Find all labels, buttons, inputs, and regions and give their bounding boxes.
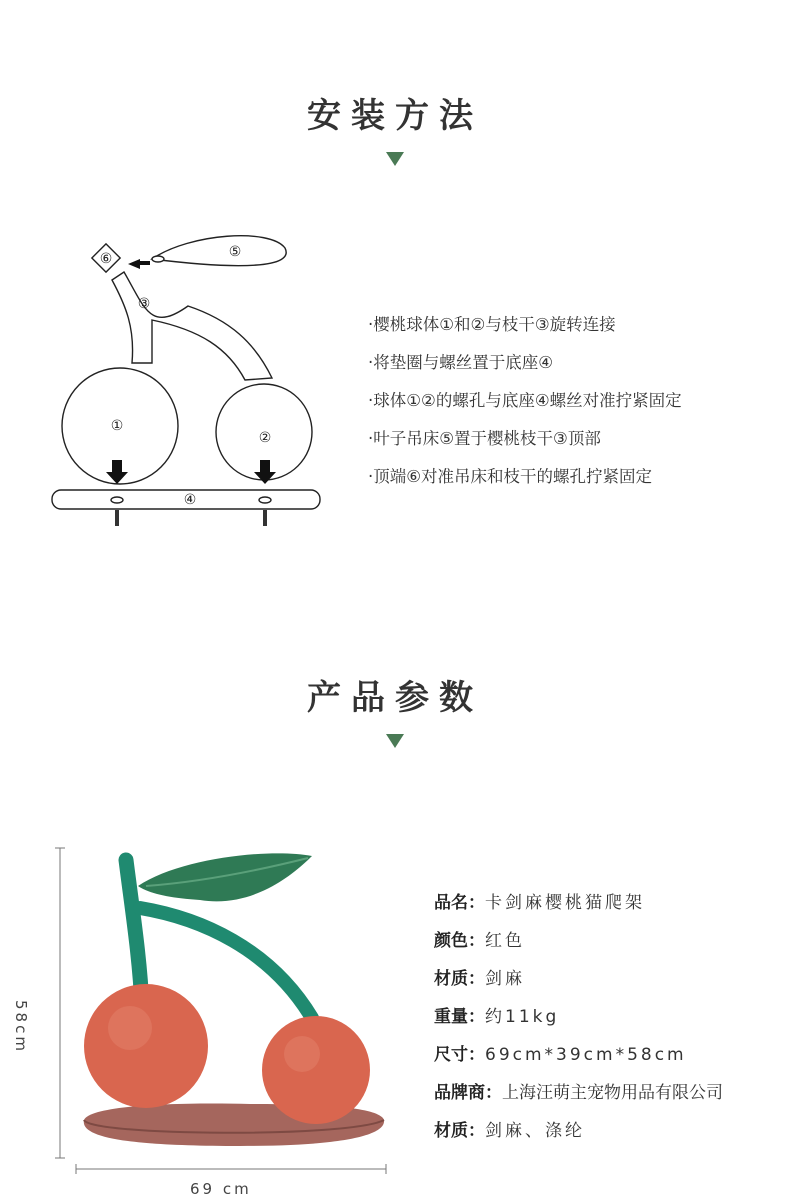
spec-value: 剑麻	[485, 969, 525, 989]
spec-label: 品名：	[434, 893, 485, 913]
spec-label: 材质：	[434, 1121, 485, 1141]
product-image	[50, 838, 410, 1188]
spec-label: 品牌商：	[434, 1083, 502, 1103]
spec-value: 剑麻、涤纶	[485, 1121, 585, 1141]
spec-value: 约11kg	[485, 1007, 560, 1027]
dimension-width: 69 cm	[190, 1180, 252, 1198]
spec-value: 上海汪萌主宠物用品有限公司	[502, 1083, 723, 1103]
spec-label: 尺寸：	[434, 1045, 485, 1065]
spec-label: 重量：	[434, 1007, 485, 1027]
label-5: ⑤	[228, 244, 242, 260]
screw-icon	[115, 510, 119, 526]
install-step: ·樱桃球体①和②与枝干③旋转连接	[368, 315, 616, 334]
spec-row	[434, 960, 784, 998]
cherry-ball-right	[262, 1016, 370, 1124]
label-2: ②	[258, 430, 272, 446]
triangle-down-icon	[386, 734, 404, 748]
label-1: ①	[110, 418, 124, 434]
spec-value: 69cm*39cm*58cm	[485, 1045, 687, 1065]
spec-label: 颜色：	[434, 931, 485, 951]
spec-row	[434, 1074, 784, 1112]
label-6: ⑥	[99, 251, 113, 267]
install-step: ·球体①②的螺孔与底座④螺丝对准拧紧固定	[368, 391, 682, 410]
cherry-ball-left	[84, 984, 208, 1108]
spec-label: 材质：	[434, 969, 485, 989]
install-title: 安装方法	[307, 96, 483, 136]
install-step: ·顶端⑥对准吊床和枝干的螺孔拧紧固定	[368, 467, 653, 486]
label-4: ④	[183, 492, 197, 508]
params-title: 产品参数	[307, 678, 483, 718]
stem-outline	[112, 272, 272, 380]
spec-list	[434, 884, 784, 1150]
spec-row	[434, 1112, 784, 1150]
label-3: ③	[137, 296, 151, 312]
install-steps	[368, 306, 788, 496]
spec-value: 卡剑麻樱桃猫爬架	[485, 893, 645, 913]
screw-icon	[263, 510, 267, 526]
cherry-leaf	[138, 853, 312, 901]
spec-row	[434, 998, 784, 1036]
leaf-hammock-outline	[152, 236, 286, 266]
install-step: ·将垫圈与螺丝置于底座④	[368, 353, 554, 372]
spec-row	[434, 884, 784, 922]
triangle-down-icon	[386, 152, 404, 166]
install-diagram	[40, 228, 380, 538]
spec-row	[434, 922, 784, 960]
arrow-left-icon	[128, 259, 150, 269]
install-step: ·叶子吊床⑤置于樱桃枝干③顶部	[368, 429, 601, 448]
spec-row	[434, 1036, 784, 1074]
dimension-height: 58cm	[12, 1000, 30, 1054]
spec-value: 红色	[485, 931, 525, 951]
